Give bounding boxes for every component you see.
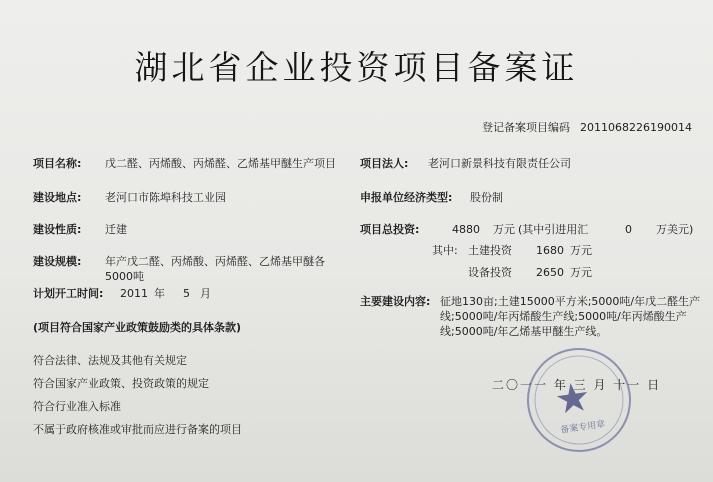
equipment-label: 设备投资: [468, 266, 512, 279]
policy-header: (项目符合国家产业政策鼓励类的具体条款): [33, 321, 242, 334]
issue-date: 二〇一一 年 三 月 十一 日: [492, 378, 662, 392]
economic-type-value: 股份制: [470, 191, 503, 204]
location-value: 老河口市陈埠科技工业园: [105, 191, 226, 204]
scale-label: 建设规模:: [33, 255, 82, 268]
nature-value: 迁建: [105, 223, 127, 236]
foreign-exchange-label: (其中引进用汇: [518, 223, 589, 236]
start-year-unit: 年: [154, 287, 165, 300]
scale-value: 年产戊二醛、丙烯酸、丙烯醛、乙烯基甲醚各5000吨: [105, 255, 325, 283]
of-which-label: 其中:: [432, 244, 458, 257]
construction-unit: 万元: [570, 244, 592, 257]
project-name-label: 项目名称:: [33, 157, 82, 170]
project-name-value: 戊二醛、丙烯酸、丙烯醛、乙烯基甲醚生产项目: [105, 157, 336, 170]
economic-type-label: 申报单位经济类型:: [360, 191, 453, 204]
check-item-4: 不属于政府核准或审批而应进行备案的项目: [33, 423, 242, 436]
registration-code: 2011068226190014: [580, 121, 692, 134]
main-content-value: 征地130亩;土建15000平方米;5000吨/年戊二醛生产线;5000吨/年丙烯酸生产线;5000吨/年丙烯酸生产线;5000吨/年乙烯基甲醚生产线。: [440, 295, 701, 338]
equipment-unit: 万元: [570, 266, 592, 279]
official-seal: [520, 341, 637, 458]
registration-label: 登记备案项目编码: [482, 121, 570, 134]
equipment-amount: 2650: [536, 266, 564, 279]
nature-label: 建设性质:: [33, 223, 82, 236]
main-content-label: 主要建设内容:: [360, 295, 431, 308]
total-investment-unit: 万元: [493, 223, 515, 236]
start-month-unit: 月: [200, 287, 211, 300]
check-item-3: 符合行业准入标准: [33, 400, 121, 413]
location-label: 建设地点:: [33, 191, 82, 204]
total-investment-label: 项目总投资:: [360, 223, 420, 236]
start-time-label: 计划开工时间:: [33, 287, 104, 300]
foreign-exchange-amount: 0: [625, 223, 632, 236]
check-item-1: 符合法律、法规及其他有关规定: [33, 354, 187, 367]
seal-star-icon: ★: [551, 373, 594, 425]
construction-label: 土建投资: [468, 244, 512, 257]
legal-entity-value: 老河口新景科技有限责任公司: [428, 157, 571, 170]
certificate-title: 湖北省企业投资项目备案证: [134, 48, 579, 87]
seal-bottom-text: 备案专用章: [559, 419, 606, 436]
start-year: 2011: [120, 287, 148, 300]
foreign-exchange-unit: 万美元): [656, 223, 694, 236]
total-investment-amount: 4880: [452, 223, 480, 236]
legal-entity-label: 项目法人:: [360, 157, 409, 170]
start-month: 5: [183, 287, 190, 300]
check-item-2: 符合国家产业政策、投资政策的规定: [33, 377, 209, 390]
construction-amount: 1680: [536, 244, 564, 257]
